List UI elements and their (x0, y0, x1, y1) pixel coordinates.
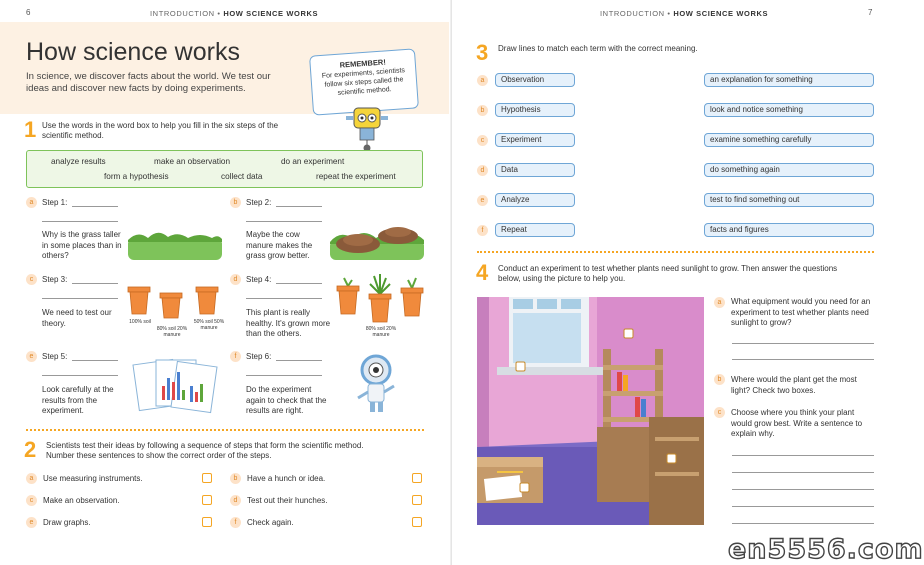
q3-letter-b: b (477, 105, 488, 116)
answer-line[interactable] (246, 298, 322, 299)
page-number-left: 6 (26, 8, 31, 17)
meaning-item[interactable]: an explanation for something (704, 73, 874, 87)
answer-line[interactable] (732, 359, 874, 360)
running-head-right: INTRODUCTION • HOW SCIENCE WORKS (600, 9, 769, 18)
robot-illustration (346, 106, 388, 152)
pot-label: 80% soil 20% manure (365, 326, 397, 338)
question-3-number: 3 (476, 40, 489, 65)
remember-heading: REMEMBER! (339, 57, 387, 70)
step-b-letter: b (230, 197, 241, 208)
step-6-label: Step 6: (246, 352, 272, 361)
q2-letter-a: a (26, 473, 37, 484)
step-4-text: This plant is really healthy. It's grown more than the others. (246, 308, 331, 338)
meaning-item[interactable]: look and notice something (704, 103, 874, 117)
step-e-letter: e (26, 351, 37, 362)
q2-order-box[interactable] (412, 473, 422, 483)
page-number-right: 7 (868, 8, 873, 17)
answer-line[interactable] (72, 360, 118, 361)
step-a-letter: a (26, 197, 37, 208)
left-page (0, 0, 450, 565)
word-box-item: analyze results (51, 157, 106, 166)
watermark: en5556.com (728, 534, 924, 565)
meaning-item[interactable]: examine something carefully (704, 133, 874, 147)
step-d-letter: d (230, 274, 241, 285)
step-3-label: Step 3: (42, 275, 68, 284)
q2-letter-d: d (230, 495, 241, 506)
grass-illustration (128, 228, 222, 262)
answer-line[interactable] (42, 221, 118, 222)
term-data[interactable]: Data (495, 163, 575, 177)
pot-label: 100% soil (129, 319, 151, 325)
q4-question-a: What equipment would you need for an experiment to test whether plants need sunlight to grow? (731, 297, 871, 327)
question-3-instruction: Draw lines to match each term with the correct meaning. (498, 44, 698, 53)
word-box-item: repeat the experiment (316, 172, 396, 181)
q3-letter-d: d (477, 165, 488, 176)
word-box-item: do an experiment (281, 157, 345, 166)
magnifier-robot-illustration (350, 352, 400, 416)
section-divider (26, 429, 424, 431)
q2-item: Draw graphs. (43, 518, 91, 527)
step-3-text: We need to test our theory. (42, 308, 112, 328)
q2-order-box[interactable] (202, 517, 212, 527)
answer-line[interactable] (276, 360, 322, 361)
answer-line[interactable] (246, 375, 322, 376)
plants-illustration (334, 272, 426, 326)
page-title: How science works (26, 38, 240, 66)
q4-question-c: Choose where you think your plant would grow best. Write a sentence to explain why. (731, 408, 863, 438)
q4-letter-b: b (714, 374, 725, 385)
answer-line[interactable] (732, 506, 874, 507)
answer-line[interactable] (42, 298, 118, 299)
section-divider (477, 251, 874, 253)
q2-order-box[interactable] (202, 495, 212, 505)
term-repeat[interactable]: Repeat (495, 223, 575, 237)
step-1-text: Why is the grass taller in some places than in others? (42, 230, 122, 260)
pots-illustration (126, 284, 226, 320)
question-2-instruction: Scientists test their ideas by following a sequence of steps that form the scientific method. Number these sentences to show the correct order of the steps. (46, 441, 364, 460)
q2-item: Test out their hunches. (247, 496, 328, 505)
word-box-item: form a hypothesis (104, 172, 169, 181)
step-2-text: Maybe the cow manure makes the grass grow better. (246, 230, 313, 260)
q3-letter-c: c (477, 135, 488, 146)
q2-order-box[interactable] (412, 495, 422, 505)
step-6-text: Do the experiment again to check that the results are right. (246, 385, 327, 415)
step-5-label: Step 5: (42, 352, 68, 361)
question-4-instruction: Conduct an experiment to test whether plants need sunlight to grow. Then answer the questions below, using the picture to help you. (498, 264, 838, 283)
remember-text: For experiments, scientists follow six steps called the scientific method. (321, 67, 406, 97)
question-4-number: 4 (476, 260, 489, 285)
q2-letter-c: c (26, 495, 37, 506)
answer-line[interactable] (246, 221, 322, 222)
answer-line[interactable] (72, 283, 118, 284)
q2-letter-e: e (26, 517, 37, 528)
graphs-illustration (132, 356, 218, 414)
q2-item: Make an observation. (43, 496, 120, 505)
answer-line[interactable] (276, 206, 322, 207)
answer-line[interactable] (732, 523, 874, 524)
step-5-text: Look carefully at the results from the experiment. (42, 385, 114, 415)
term-observation[interactable]: Observation (495, 73, 575, 87)
answer-line[interactable] (276, 283, 322, 284)
meaning-item[interactable]: test to find something out (704, 193, 874, 207)
word-box-item: collect data (221, 172, 263, 181)
answer-line[interactable] (732, 455, 874, 456)
q2-item: Have a hunch or idea. (247, 474, 326, 483)
q3-letter-e: e (477, 195, 488, 206)
answer-line[interactable] (732, 489, 874, 490)
q2-item: Use measuring instruments. (43, 474, 143, 483)
step-f-letter: f (230, 351, 241, 362)
answer-line[interactable] (42, 375, 118, 376)
question-2-number: 2 (24, 437, 37, 462)
q3-letter-a: a (477, 75, 488, 86)
question-1-instruction: Use the words in the word box to help you fill in the six steps of the scientific method. (42, 121, 279, 140)
meaning-item[interactable]: facts and figures (704, 223, 874, 237)
meaning-item[interactable]: do something again (704, 163, 874, 177)
term-experiment[interactable]: Experiment (495, 133, 575, 147)
answer-line[interactable] (732, 472, 874, 473)
q2-order-box[interactable] (202, 473, 212, 483)
q2-letter-b: b (230, 473, 241, 484)
manure-grass-illustration (330, 216, 424, 262)
q4-question-b: Where would the plant get the most light? Check two boxes. (731, 375, 857, 395)
q2-letter-f: f (230, 517, 241, 528)
q2-item: Check again. (247, 518, 294, 527)
q4-letter-c: c (714, 407, 725, 418)
question-1-number: 1 (24, 117, 37, 142)
word-box (26, 150, 423, 188)
step-c-letter: c (26, 274, 37, 285)
answer-line[interactable] (732, 343, 874, 344)
intro-text: In science, we discover facts about the world. We test our ideas and discover new facts by doing experiments. (26, 71, 271, 94)
pot-label: 50% soil 50% manure (193, 319, 225, 331)
step-4-label: Step 4: (246, 275, 272, 284)
q2-order-box[interactable] (412, 517, 422, 527)
answer-line[interactable] (72, 206, 118, 207)
word-box-item: make an observation (154, 157, 231, 166)
q4-letter-a: a (714, 297, 725, 308)
step-1-label: Step 1: (42, 198, 68, 207)
room-scene-illustration (477, 297, 704, 525)
step-2-label: Step 2: (246, 198, 272, 207)
running-head-left: INTRODUCTION • HOW SCIENCE WORKS (150, 9, 319, 18)
pot-label: 80% soil 20% manure (156, 326, 188, 338)
term-analyze[interactable]: Analyze (495, 193, 575, 207)
q3-letter-f: f (477, 225, 488, 236)
term-hypothesis[interactable]: Hypothesis (495, 103, 575, 117)
